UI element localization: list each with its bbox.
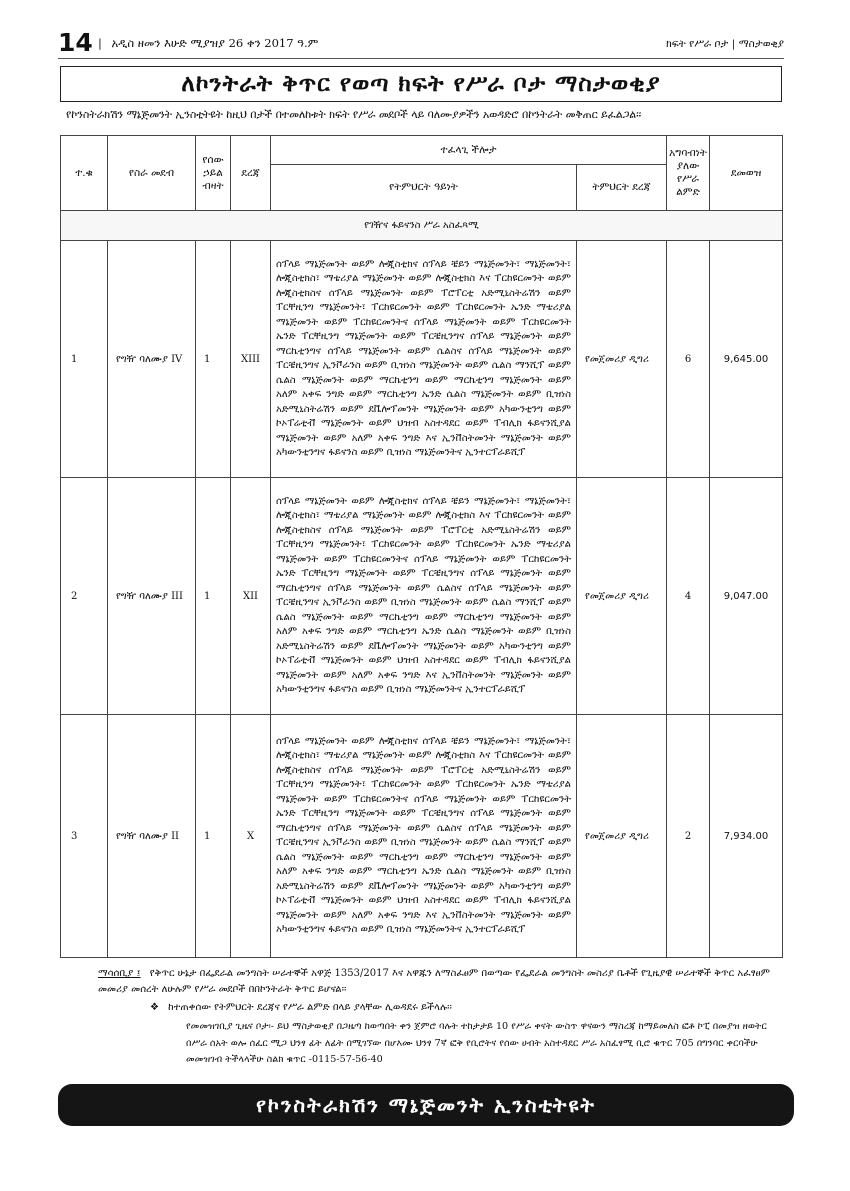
- header-experience: አግባብነት ያለው የሥራ ልምድ: [667, 136, 710, 211]
- header-separator: |: [98, 36, 102, 50]
- position-title: የግዥ ባለሙያ IV: [108, 241, 196, 478]
- vacancy-table: [60, 135, 783, 958]
- page-number: 14: [58, 28, 93, 57]
- announcement-title: ለኮንትራት ቅጥር የወጣ ክፍት የሥራ ቦታ ማስታወቂያ: [60, 66, 782, 102]
- intro-text: የኮንስትራክሽን ማኔጅመንት ኢንስቲትዩት ከዚህ በታች በተመለከቱት ክፍት የሥራ መደቦች ላይ ባለሙያዎችን አወዳድሮ በኮንትራት መቅጠር ይፈልጋል፡፡: [66, 108, 642, 121]
- header-salary: ደመወዝ: [710, 136, 783, 211]
- experience-value: 4: [667, 478, 710, 715]
- institute-banner: የኮንስትራክሽን ማኔጅመንት ኢንስቲትዩት: [58, 1084, 794, 1126]
- salary-value: 9,047.00: [710, 478, 783, 715]
- header-education-type: የትምህርት ዓይነት: [271, 165, 577, 211]
- salary-value: 9,645.00: [710, 241, 783, 478]
- note-text: የቅጥር ሁኔታ በፌደራል መንግስት ሠራተኞች አዋጅ 1353/2017 እና አዋጁን ለማስፈፀም በወጣው የፌደራል መንግስት መስሪያ ቤቶች የጊዜያዊ ሠራተኞች ቅጥር አፈፃፀም መመሪያ መሰረት ለሁሉም የሥራ መደቦች በበኮንትራት ቅጥር ይሆናል፡፡: [98, 968, 770, 995]
- quantity-value: 1: [196, 241, 231, 478]
- experience-value: 2: [667, 715, 710, 958]
- position-title: የግዥ ባለሙያ III: [108, 478, 196, 715]
- row-number: 1: [61, 241, 108, 478]
- grade-value: XIII: [231, 241, 271, 478]
- table-row: [61, 715, 783, 958]
- education-level-value: የመጀመሪያ ዲግሪ: [577, 478, 667, 715]
- note-label: ማሳሰቢያ ፤: [98, 968, 141, 979]
- note-paragraph: [98, 966, 788, 998]
- header-quantity: የሰው ኃይል ብዛት: [196, 136, 231, 211]
- experience-value: 6: [667, 241, 710, 478]
- section-label: ክፍት የሥራ ቦታ | ማስታወቂያ: [666, 38, 784, 50]
- issue-date: ሚያዝያ 26 ቀን 2017 ዓ.ም: [190, 36, 319, 50]
- registration-info: የመመዝገቢያ ጊዜና ቦታ፡- ይህ ማስታወቂያ በጋዜጣ ከወጣበት ቀን ጀምሮ ባሉት ተከታታይ 10 የሥራ ቀናት ውስጥ ዋናውን ማስረጃ ከማይመለስ ፎቶ ኮፒ በመያዝ ዘወትር በሥራ ሰአት ወሎ ሰፈር ሚጋ ህንፃ ፊት ለፊት በሚገኘው በሆእሙ ህንፃ 7ኛ ፎቅ የቢሮትና የሰው ሀብት አስተዳደር ሥራ አስፈፃሚ ቢሮ ቁጥር 705 በግንባር ቀርባችሁ መመዝገብ ትችላላችሁ ስልክ ቁጥር -0115-57-56-40: [186, 1021, 767, 1065]
- education-type-text: ሰፕላይ ማኔጅመንት ወይም ሎጂስቲክና ሰፕላይ ቼይን ማኔጅመንት፣ ማኔጅመንት፣ ሎጂስቲክስ፣ ማቴሪያል ማኔጅመንት ወይም ሎጂስቲክስ እና ፐርከዩርመንት ወይም ሎጂስቲክስና ሰፕላይ ማኔጅመንት ወይም ፐሮፐርቲ አድሚኒስትሬሽን ወይም ፐርቸዚንግ ማኔጅመንት፣ ፐርከዩርመንት ወይም ፐርከዩርመንት ኤንድ ማቴሪያል ማኔጅመንት ወይም ፐርከዩርመንትና ሰፕላይ ማኔጅመንት ወይም ፐርከዩርመንት ኤንድ ፐርቸዚንግ ማኔጅመንት ወይም ፐርቼዚንግና ሰፕላይ ማኔጅመንት ወይም ማርኬቲንግና ሰፕላይ ማኔጅመንት ወይም ሴልስና ሰፕላይ ማኔጅመንት ወይም ፐርቼዚንግና ኢንቮራንስ ወይም ቢዝነስ ማኔጅመንት ወይም ሴልስ ማንሺፕ ወይም ሴልስ ማኔጅመንት ወይም ማርኬቲንግ ወይም ማርኬቲንግ ማኔጅመንት ወይም አለም አቀፍ ንግድ ወይም ማርኬቲንግ ኤንድ ሴልስ ማኔጅመንት ወይም ቢዝነስ አድሚኒስትሬሽን ወይም ደቬሎፕመንት ማኔጅመንት ወይም አካውንቲንግ ወይም ኮኦፐሬቲቭ ማኔጅመንት ወይም ህዝብ አስተዳደር ወይም ፐብሊክ ፋይናንሺያል ማኔጅመንት ወይም አለም አቀፍ ንግድ እና ኢንቨስትመንት ማኔጅመንት ወይም አካውንቲንግና ፋይናንስ ወይም ቢዝነስ ማኔጅመንትና ኢንተርፕራይሺፕ: [271, 241, 577, 478]
- header-position: የስራ መደብ: [108, 136, 196, 211]
- grade-value: X: [231, 715, 271, 958]
- row-number: 2: [61, 478, 108, 715]
- education-level-value: የመጀመሪያ ዲግሪ: [577, 715, 667, 958]
- header-required-qualification: ተፈላጊ ችሎታ: [271, 136, 667, 165]
- header-grade: ደረጃ: [231, 136, 271, 211]
- note-bullet: [150, 1002, 452, 1013]
- newspaper-issue: [98, 36, 318, 51]
- diamond-bullet-icon: ❖: [150, 1002, 159, 1013]
- salary-value: 7,934.00: [710, 715, 783, 958]
- position-title: የግዥ ባለሙያ II: [108, 715, 196, 958]
- quantity-value: 1: [196, 715, 231, 958]
- education-type-text: ሰፕላይ ማኔጅመንት ወይም ሎጂስቲክና ሰፕላይ ቼይን ማኔጅመንት፣ ማኔጅመንት፣ ሎጂስቲክስ፣ ማቴሪያል ማኔጅመንት ወይም ሎጂስቲክስ እና ፐርከዩርመንት ወይም ሎጂስቲክስና ሰፕላይ ማኔጅመንት ወይም ፐሮፐርቲ አድሚኒስትሬሽን ወይም ፐርቸዚንግ ማኔጅመንት፣ ፐርከዩርመንት ወይም ፐርከዩርመንት ኤንድ ማቴሪያል ማኔጅመንት ወይም ፐርከዩርመንትና ሰፕላይ ማኔጅመንት ወይም ፐርከዩርመንት ኤንድ ፐርቸዚንግ ማኔጅመንት ወይም ፐርቼዚንግና ሰፕላይ ማኔጅመንት ወይም ማርኬቲንግና ሰፕላይ ማኔጅመንት ወይም ሴልስና ሰፕላይ ማኔጅመንት ወይም ፐርቼዚንግና ኢንቮራንስ ወይም ቢዝነስ ማኔጅመንት ወይም ሴልስ ማንሺፕ ወይም ሴልስ ማኔጅመንት ወይም ማርኬቲንግ ወይም ማርኬቲንግ ማኔጅመንት ወይም አለም አቀፍ ንግድ ወይም ማርኬቲንግ ኤንድ ሴልስ ማኔጅመንት ወይም ቢዝነስ አድሚኒስትሬሽን ወይም ደቬሎፕመንት ማኔጅመንት ወይም አካውንቲንግ ወይም ኮኦፐሬቲቭ ማኔጅመንት ወይም ህዝብ አስተዳደር ወይም ፐብሊክ ፋይናንሺያል ማኔጅመንት ወይም አለም አቀፍ ንግድ እና ኢንቨስትመንት ማኔጅመንት ወይም አካውንቲንግና ፋይናንስ ወይም ቢዝነስ ማኔጅመንትና ኢንተርፕራይሺፕ: [271, 478, 577, 715]
- row-number: 3: [61, 715, 108, 958]
- newspaper-name: አዲስ ዘመን እሁድ: [111, 36, 187, 50]
- section-row: የገዥና ፋይናንስ ሥራ አስፈጻሚ: [61, 211, 783, 241]
- table-row: [61, 478, 783, 715]
- header-rule: [58, 58, 784, 59]
- education-level-value: የመጀመሪያ ዲግሪ: [577, 241, 667, 478]
- header-education-level: ትምህርት ደረጃ: [577, 165, 667, 211]
- page-header: [58, 30, 784, 56]
- header-no: ተ.ቁ: [61, 136, 108, 211]
- table-row: [61, 241, 783, 478]
- grade-value: XII: [231, 478, 271, 715]
- note-bullet-text: ከተጠቀሰው የትምህርት ደረጃና የሥራ ልምድ በላይ ያላቸው ሊወዳደሩ ይችላሉ፡፡: [168, 1002, 452, 1013]
- education-type-text: ሰፕላይ ማኔጅመንት ወይም ሎጂስቲክና ሰፕላይ ቼይን ማኔጅመንት፣ ማኔጅመንት፣ ሎጂስቲክስ፣ ማቴሪያል ማኔጅመንት ወይም ሎጂስቲክስ እና ፐርከዩርመንት ወይም ሎጂስቲክስና ሰፕላይ ማኔጅመንት ወይም ፐሮፐርቲ አድሚኒስትሬሽን ወይም ፐርቸዚንግ ማኔጅመንት፣ ፐርከዩርመንት ወይም ፐርከዩርመንት ኤንድ ማቴሪያል ማኔጅመንት ወይም ፐርከዩርመንትና ሰፕላይ ማኔጅመንት ወይም ፐርከዩርመንት ኤንድ ፐርቸዚንግ ማኔጅመንት ወይም ፐርቼዚንግና ሰፕላይ ማኔጅመንት ወይም ማርኬቲንግና ሰፕላይ ማኔጅመንት ወይም ሴልስና ሰፕላይ ማኔጅመንት ወይም ፐርቼዚንግና ኢንቮራንስ ወይም ቢዝነስ ማኔጅመንት ወይም ሴልስ ማንሺፕ ወይም ሴልስ ማኔጅመንት ወይም ማርኬቲንግ ወይም ማርኬቲንግ ማኔጅመንት ወይም አለም አቀፍ ንግድ ወይም ማርኬቲንግ ኤንድ ሴልስ ማኔጅመንት ወይም ቢዝነስ አድሚኒስትሬሽን ወይም ደቬሎፕመንት ማኔጅመንት ወይም አካውንቲንግ ወይም ኮኦፐሬቲቭ ማኔጅመንት ወይም ህዝብ አስተዳደር ወይም ፐብሊክ ፋይናንሺያል ማኔጅመንት ወይም አለም አቀፍ ንግድ እና ኢንቨስትመንት ማኔጅመንት ወይም አካውንቲንግና ፋይናንስ ወይም ቢዝነስ ማኔጅመንትና ኢንተርፕራይሺፕ: [271, 715, 577, 958]
- quantity-value: 1: [196, 478, 231, 715]
